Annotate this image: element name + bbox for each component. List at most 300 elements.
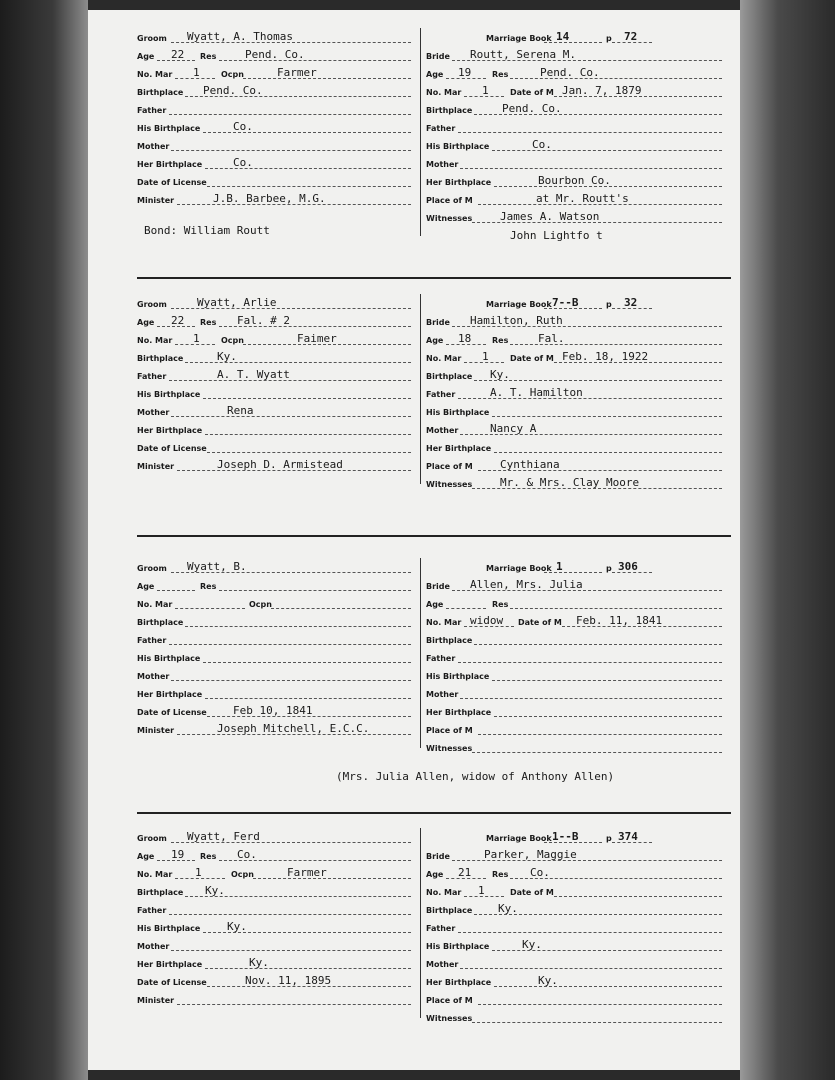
handwritten-value: 306 bbox=[618, 560, 638, 573]
handwritten-value: Ky. bbox=[538, 974, 558, 987]
bride-father-row bbox=[426, 648, 731, 666]
mother-row bbox=[137, 936, 420, 954]
field-label: No. Mar bbox=[137, 336, 173, 345]
bride-her-birthplace-row bbox=[426, 972, 731, 990]
fill-line bbox=[474, 644, 722, 645]
handwritten-value: Cynthiana bbox=[500, 458, 560, 471]
field-label: Age bbox=[137, 318, 155, 327]
witnesses-row bbox=[426, 738, 731, 756]
fill-line bbox=[203, 398, 411, 399]
handwritten-value: J.B. Barbee, M.G. bbox=[213, 192, 326, 205]
field-label: Age bbox=[426, 600, 444, 609]
fill-line bbox=[243, 78, 411, 79]
groom-section bbox=[137, 828, 421, 1018]
field-label: No. Mar bbox=[137, 70, 173, 79]
date-of-license-row bbox=[137, 702, 420, 720]
handwritten-value: 32 bbox=[624, 296, 638, 309]
bride-age-row bbox=[426, 594, 731, 612]
fill-line bbox=[205, 698, 411, 699]
field-label: His Birthplace bbox=[426, 408, 490, 417]
bride-birthplace-row bbox=[426, 366, 731, 384]
field-label: Ocpn bbox=[221, 70, 244, 79]
field-label: Bride bbox=[426, 318, 450, 327]
field-label: Res bbox=[492, 336, 509, 345]
minister-row bbox=[137, 190, 420, 208]
handwritten-value: Farmer bbox=[277, 66, 317, 79]
field-label: Res bbox=[200, 852, 217, 861]
field-label: Father bbox=[137, 906, 167, 915]
handwritten-value: Pend. Co. bbox=[540, 66, 600, 79]
field-label: Birthplace bbox=[426, 106, 473, 115]
field-label: His Birthplace bbox=[137, 124, 201, 133]
field-label: Mother bbox=[426, 960, 459, 969]
his-birthplace-row bbox=[137, 118, 420, 136]
field-label: Father bbox=[426, 654, 456, 663]
bride-her-birthplace-row bbox=[426, 172, 731, 190]
birthplace-row bbox=[137, 882, 420, 900]
record-note: Bond: William Routt bbox=[144, 224, 270, 237]
handwritten-value: Wyatt, Arlie bbox=[197, 296, 277, 309]
field-label: Groom bbox=[137, 564, 167, 573]
handwritten-value: Ky. bbox=[227, 920, 247, 933]
fill-line bbox=[492, 150, 722, 151]
bride-his-birthplace-row bbox=[426, 136, 731, 154]
bride-mother-row bbox=[426, 154, 731, 172]
marriage-book-row bbox=[426, 294, 731, 312]
fill-line bbox=[171, 950, 411, 951]
handwritten-value: Co. bbox=[233, 156, 253, 169]
marriage-book-row bbox=[426, 558, 731, 576]
handwritten-value: 7--B bbox=[552, 296, 579, 309]
field-label: Groom bbox=[137, 300, 167, 309]
field-label: Date of M bbox=[510, 88, 554, 97]
handwritten-value: 19 bbox=[458, 66, 472, 79]
field-label: Witnesses bbox=[426, 214, 473, 223]
field-label: Minister bbox=[137, 726, 175, 735]
father-row bbox=[137, 630, 420, 648]
field-label: Birthplace bbox=[426, 372, 473, 381]
fill-line bbox=[169, 914, 411, 915]
field-label: p bbox=[606, 834, 612, 843]
field-label: Minister bbox=[137, 996, 175, 1005]
handwritten-value: 1 bbox=[482, 350, 489, 363]
handwritten-value: Co. bbox=[233, 120, 253, 133]
handwritten-value: Farmer bbox=[287, 866, 327, 879]
handwritten-value: 19 bbox=[171, 848, 185, 861]
field-label: Date of M bbox=[510, 888, 554, 897]
age-row bbox=[137, 46, 420, 64]
handwritten-value: Pend. Co. bbox=[245, 48, 305, 61]
record-divider bbox=[137, 535, 731, 537]
field-label: Date of License bbox=[137, 444, 207, 453]
field-label: No. Mar bbox=[426, 888, 462, 897]
handwritten-value: Ky. bbox=[498, 902, 518, 915]
handwritten-value: Wyatt, Ferd bbox=[187, 830, 260, 843]
groom-row bbox=[137, 28, 420, 46]
bride-age-row bbox=[426, 64, 731, 82]
groom-row bbox=[137, 558, 420, 576]
bride-her-birthplace-row bbox=[426, 702, 731, 720]
fill-line bbox=[207, 186, 411, 187]
date-of-license-row bbox=[137, 172, 420, 190]
handwritten-value: Co. bbox=[237, 848, 257, 861]
field-label: Date of M bbox=[510, 354, 554, 363]
handwritten-value: Nancy A bbox=[490, 422, 537, 435]
handwritten-value: 1 bbox=[556, 560, 563, 573]
fill-line bbox=[494, 452, 722, 453]
field-label: Her Birthplace bbox=[137, 160, 203, 169]
fill-line bbox=[171, 150, 411, 151]
fill-line bbox=[478, 1004, 722, 1005]
fill-line bbox=[219, 590, 411, 591]
handwritten-value: Hamilton, Ruth bbox=[470, 314, 563, 327]
field-label: Mother bbox=[426, 690, 459, 699]
field-label: Place of M bbox=[426, 462, 473, 471]
field-label: Birthplace bbox=[426, 636, 473, 645]
handwritten-value: 14 bbox=[556, 30, 570, 43]
place-of-m-row bbox=[426, 190, 731, 208]
field-label: Res bbox=[200, 52, 217, 61]
handwritten-value: 1--B bbox=[552, 830, 579, 843]
field-label: p bbox=[606, 34, 612, 43]
bride-section bbox=[426, 558, 731, 756]
her-birthplace-row bbox=[137, 684, 420, 702]
fill-line bbox=[157, 590, 195, 591]
fill-line bbox=[207, 452, 411, 453]
fill-line bbox=[472, 1022, 722, 1023]
field-label: Res bbox=[200, 318, 217, 327]
scan-edge-left bbox=[0, 0, 88, 1080]
no-mar-row bbox=[137, 330, 420, 348]
field-label: No. Mar bbox=[137, 870, 173, 879]
father-row bbox=[137, 100, 420, 118]
field-label: Her Birthplace bbox=[426, 978, 492, 987]
handwritten-value: Rena bbox=[227, 404, 254, 417]
bride-his-birthplace-row bbox=[426, 402, 731, 420]
field-label: Age bbox=[137, 852, 155, 861]
groom-section bbox=[137, 558, 421, 748]
fill-line bbox=[253, 878, 411, 879]
field-label: Witnesses bbox=[426, 744, 473, 753]
handwritten-value: James A. Watson bbox=[500, 210, 600, 223]
handwritten-value: Ky. bbox=[249, 956, 269, 969]
fill-line bbox=[205, 968, 411, 969]
handwritten-value: widow bbox=[470, 614, 504, 627]
record-page bbox=[88, 10, 740, 1070]
field-label: Father bbox=[137, 372, 167, 381]
handwritten-value: 1 bbox=[482, 84, 489, 97]
field-label: Mother bbox=[426, 426, 459, 435]
handwritten-value: Jan. 7, 1879 bbox=[562, 84, 642, 97]
field-label: Her Birthplace bbox=[426, 708, 492, 717]
field-label: Age bbox=[426, 70, 444, 79]
birthplace-row bbox=[137, 348, 420, 366]
minister-row bbox=[137, 456, 420, 474]
marriage-book-row bbox=[426, 828, 731, 846]
age-row bbox=[137, 846, 420, 864]
date-of-license-row bbox=[137, 972, 420, 990]
fill-line bbox=[478, 734, 722, 735]
field-label: No. Mar bbox=[426, 354, 462, 363]
handwritten-value: Wyatt, B. bbox=[187, 560, 247, 573]
fill-line bbox=[446, 608, 486, 609]
fill-line bbox=[177, 1004, 411, 1005]
field-label: Ocpn bbox=[231, 870, 254, 879]
field-label: Birthplace bbox=[137, 888, 184, 897]
her-birthplace-row bbox=[137, 954, 420, 972]
field-label: Minister bbox=[137, 196, 175, 205]
handwritten-value: Ky. bbox=[217, 350, 237, 363]
handwritten-value: Routt, Serena M. bbox=[470, 48, 576, 61]
bride-row bbox=[426, 312, 731, 330]
field-label: Mother bbox=[137, 408, 170, 417]
fill-line bbox=[544, 572, 602, 573]
minister-row bbox=[137, 720, 420, 738]
handwritten-value: 22 bbox=[171, 48, 185, 61]
witnesses-row bbox=[426, 208, 731, 226]
field-label: Res bbox=[200, 582, 217, 591]
fill-line bbox=[510, 608, 722, 609]
handwritten-value: Joseph Mitchell, E.C.C. bbox=[217, 722, 370, 735]
field-label: Place of M bbox=[426, 726, 473, 735]
handwritten-value: 18 bbox=[458, 332, 472, 345]
no-mar-row bbox=[137, 64, 420, 82]
mother-row bbox=[137, 136, 420, 154]
fill-line bbox=[203, 662, 411, 663]
scan-edge-right bbox=[740, 0, 835, 1080]
field-label: Age bbox=[426, 870, 444, 879]
handwritten-value: 1 bbox=[478, 884, 485, 897]
bride-row bbox=[426, 576, 731, 594]
field-label: Her Birthplace bbox=[137, 426, 203, 435]
field-label: His Birthplace bbox=[426, 672, 490, 681]
bride-section bbox=[426, 28, 731, 226]
field-label: His Birthplace bbox=[426, 142, 490, 151]
bride-his-birthplace-row bbox=[426, 936, 731, 954]
age-row bbox=[137, 576, 420, 594]
field-label: Place of M bbox=[426, 996, 473, 1005]
field-label: Ocpn bbox=[249, 600, 272, 609]
field-label: Birthplace bbox=[137, 88, 184, 97]
groom-section bbox=[137, 28, 421, 236]
field-label: His Birthplace bbox=[426, 942, 490, 951]
witnesses-row bbox=[426, 474, 731, 492]
bride-her-birthplace-row bbox=[426, 438, 731, 456]
field-label: No. Mar bbox=[426, 618, 462, 627]
field-label: p bbox=[606, 300, 612, 309]
bride-age-row bbox=[426, 330, 731, 348]
handwritten-value: Allen, Mrs. Julia bbox=[470, 578, 583, 591]
fill-line bbox=[175, 608, 245, 609]
field-label: Birthplace bbox=[137, 354, 184, 363]
father-row bbox=[137, 900, 420, 918]
handwritten-value: Mr. & Mrs. Clay Moore bbox=[500, 476, 640, 489]
fill-line bbox=[185, 626, 411, 627]
father-row bbox=[137, 366, 420, 384]
fill-line bbox=[271, 608, 411, 609]
bride-age-row bbox=[426, 864, 731, 882]
field-label: Date of License bbox=[137, 178, 207, 187]
no-mar-row bbox=[137, 864, 420, 882]
fill-line bbox=[544, 42, 602, 43]
place-of-m-row bbox=[426, 456, 731, 474]
field-label: No. Mar bbox=[137, 600, 173, 609]
handwritten-value: Faimer bbox=[297, 332, 337, 345]
field-label: Bride bbox=[426, 52, 450, 61]
mother-row bbox=[137, 402, 420, 420]
handwritten-value: 374 bbox=[618, 830, 638, 843]
fill-line bbox=[474, 380, 722, 381]
field-label: Bride bbox=[426, 852, 450, 861]
handwritten-value: 1 bbox=[193, 66, 200, 79]
field-label: Mother bbox=[137, 942, 170, 951]
field-label: Res bbox=[492, 600, 509, 609]
bride-birthplace-row bbox=[426, 630, 731, 648]
field-label: Father bbox=[137, 106, 167, 115]
handwritten-value: Fal. bbox=[538, 332, 565, 345]
handwritten-value: 22 bbox=[171, 314, 185, 327]
witnesses-row bbox=[426, 1008, 731, 1026]
field-label: Mother bbox=[137, 142, 170, 151]
handwritten-value: Ky. bbox=[522, 938, 542, 951]
field-label: Father bbox=[426, 924, 456, 933]
bride-his-birthplace-row bbox=[426, 666, 731, 684]
place-of-m-row bbox=[426, 720, 731, 738]
handwritten-value: Feb. 11, 1841 bbox=[576, 614, 663, 627]
minister-row bbox=[137, 990, 420, 1008]
record-note: (Mrs. Julia Allen, widow of Anthony Allen) bbox=[336, 770, 615, 783]
field-label: Mother bbox=[137, 672, 170, 681]
handwritten-value: 21 bbox=[458, 866, 472, 879]
handwritten-value: 1 bbox=[195, 866, 202, 879]
handwritten-value: Wyatt, A. Thomas bbox=[187, 30, 293, 43]
handwritten-value: Bourbon Co. bbox=[538, 174, 611, 187]
handwritten-value: Feb 10, 1841 bbox=[233, 704, 313, 717]
bride-father-row bbox=[426, 918, 731, 936]
handwritten-value: Pend. Co. bbox=[203, 84, 263, 97]
field-label: Father bbox=[137, 636, 167, 645]
bride-no-mar-row bbox=[426, 882, 731, 900]
field-label: Groom bbox=[137, 834, 167, 843]
bride-mother-row bbox=[426, 954, 731, 972]
bride-mother-row bbox=[426, 420, 731, 438]
field-label: Minister bbox=[137, 462, 175, 471]
field-label: Father bbox=[426, 124, 456, 133]
handwritten-value: Co. bbox=[530, 866, 550, 879]
field-label: p bbox=[606, 564, 612, 573]
fill-line bbox=[472, 752, 722, 753]
field-label: Age bbox=[426, 336, 444, 345]
fill-line bbox=[458, 132, 722, 133]
groom-row bbox=[137, 294, 420, 312]
fill-line bbox=[169, 644, 411, 645]
field-label: Marriage Book bbox=[486, 834, 552, 843]
fill-line bbox=[494, 986, 722, 987]
bride-no-mar-row bbox=[426, 82, 731, 100]
bride-father-row bbox=[426, 384, 731, 402]
field-label: Res bbox=[492, 70, 509, 79]
bride-no-mar-row bbox=[426, 348, 731, 366]
fill-line bbox=[171, 680, 411, 681]
bride-row bbox=[426, 846, 731, 864]
bride-birthplace-row bbox=[426, 100, 731, 118]
fill-line bbox=[458, 932, 722, 933]
fill-line bbox=[492, 416, 722, 417]
handwritten-value: A. T. Hamilton bbox=[490, 386, 583, 399]
field-label: His Birthplace bbox=[137, 924, 201, 933]
field-label: Her Birthplace bbox=[426, 178, 492, 187]
field-label: Res bbox=[492, 870, 509, 879]
field-label: His Birthplace bbox=[137, 390, 201, 399]
marriage-book-row bbox=[426, 28, 731, 46]
bride-section bbox=[426, 828, 731, 1026]
field-label: Her Birthplace bbox=[426, 444, 492, 453]
record-note: John Lightfo t bbox=[510, 229, 603, 242]
bride-section bbox=[426, 294, 731, 492]
his-birthplace-row bbox=[137, 918, 420, 936]
fill-line bbox=[492, 680, 722, 681]
fill-line bbox=[169, 114, 411, 115]
handwritten-value: Feb. 18, 1922 bbox=[562, 350, 649, 363]
date-of-license-row bbox=[137, 438, 420, 456]
her-birthplace-row bbox=[137, 154, 420, 172]
handwritten-value: Ky. bbox=[205, 884, 225, 897]
bride-mother-row bbox=[426, 684, 731, 702]
groom-section bbox=[137, 294, 421, 484]
fill-line bbox=[169, 380, 411, 381]
mother-row bbox=[137, 666, 420, 684]
field-label: Marriage Book bbox=[486, 564, 552, 573]
field-label: No. Mar bbox=[426, 88, 462, 97]
bride-no-mar-row bbox=[426, 612, 731, 630]
handwritten-value: Nov. 11, 1895 bbox=[245, 974, 332, 987]
place-of-m-row bbox=[426, 990, 731, 1008]
field-label: Place of M bbox=[426, 196, 473, 205]
fill-line bbox=[554, 896, 722, 897]
age-row bbox=[137, 312, 420, 330]
bride-row bbox=[426, 46, 731, 64]
handwritten-value: A. T. Wyatt bbox=[217, 368, 290, 381]
field-label: Her Birthplace bbox=[137, 960, 203, 969]
fill-line bbox=[205, 434, 411, 435]
no-mar-row bbox=[137, 594, 420, 612]
field-label: Ocpn bbox=[221, 336, 244, 345]
field-label: His Birthplace bbox=[137, 654, 201, 663]
field-label: Age bbox=[137, 52, 155, 61]
field-label: Bride bbox=[426, 582, 450, 591]
his-birthplace-row bbox=[137, 648, 420, 666]
fill-line bbox=[460, 698, 722, 699]
field-label: Birthplace bbox=[137, 618, 184, 627]
birthplace-row bbox=[137, 612, 420, 630]
handwritten-value: Ky. bbox=[490, 368, 510, 381]
handwritten-value: Co. bbox=[532, 138, 552, 151]
field-label: Age bbox=[137, 582, 155, 591]
field-label: Her Birthplace bbox=[137, 690, 203, 699]
field-label: Marriage Book bbox=[486, 34, 552, 43]
handwritten-value: at Mr. Routt's bbox=[536, 192, 629, 205]
field-label: Date of License bbox=[137, 708, 207, 717]
handwritten-value: Joseph D. Armistead bbox=[217, 458, 343, 471]
fill-line bbox=[460, 168, 722, 169]
birthplace-row bbox=[137, 82, 420, 100]
field-label: Birthplace bbox=[426, 906, 473, 915]
his-birthplace-row bbox=[137, 384, 420, 402]
field-label: Witnesses bbox=[426, 1014, 473, 1023]
fill-line bbox=[494, 716, 722, 717]
handwritten-value: 1 bbox=[193, 332, 200, 345]
fill-line bbox=[458, 662, 722, 663]
